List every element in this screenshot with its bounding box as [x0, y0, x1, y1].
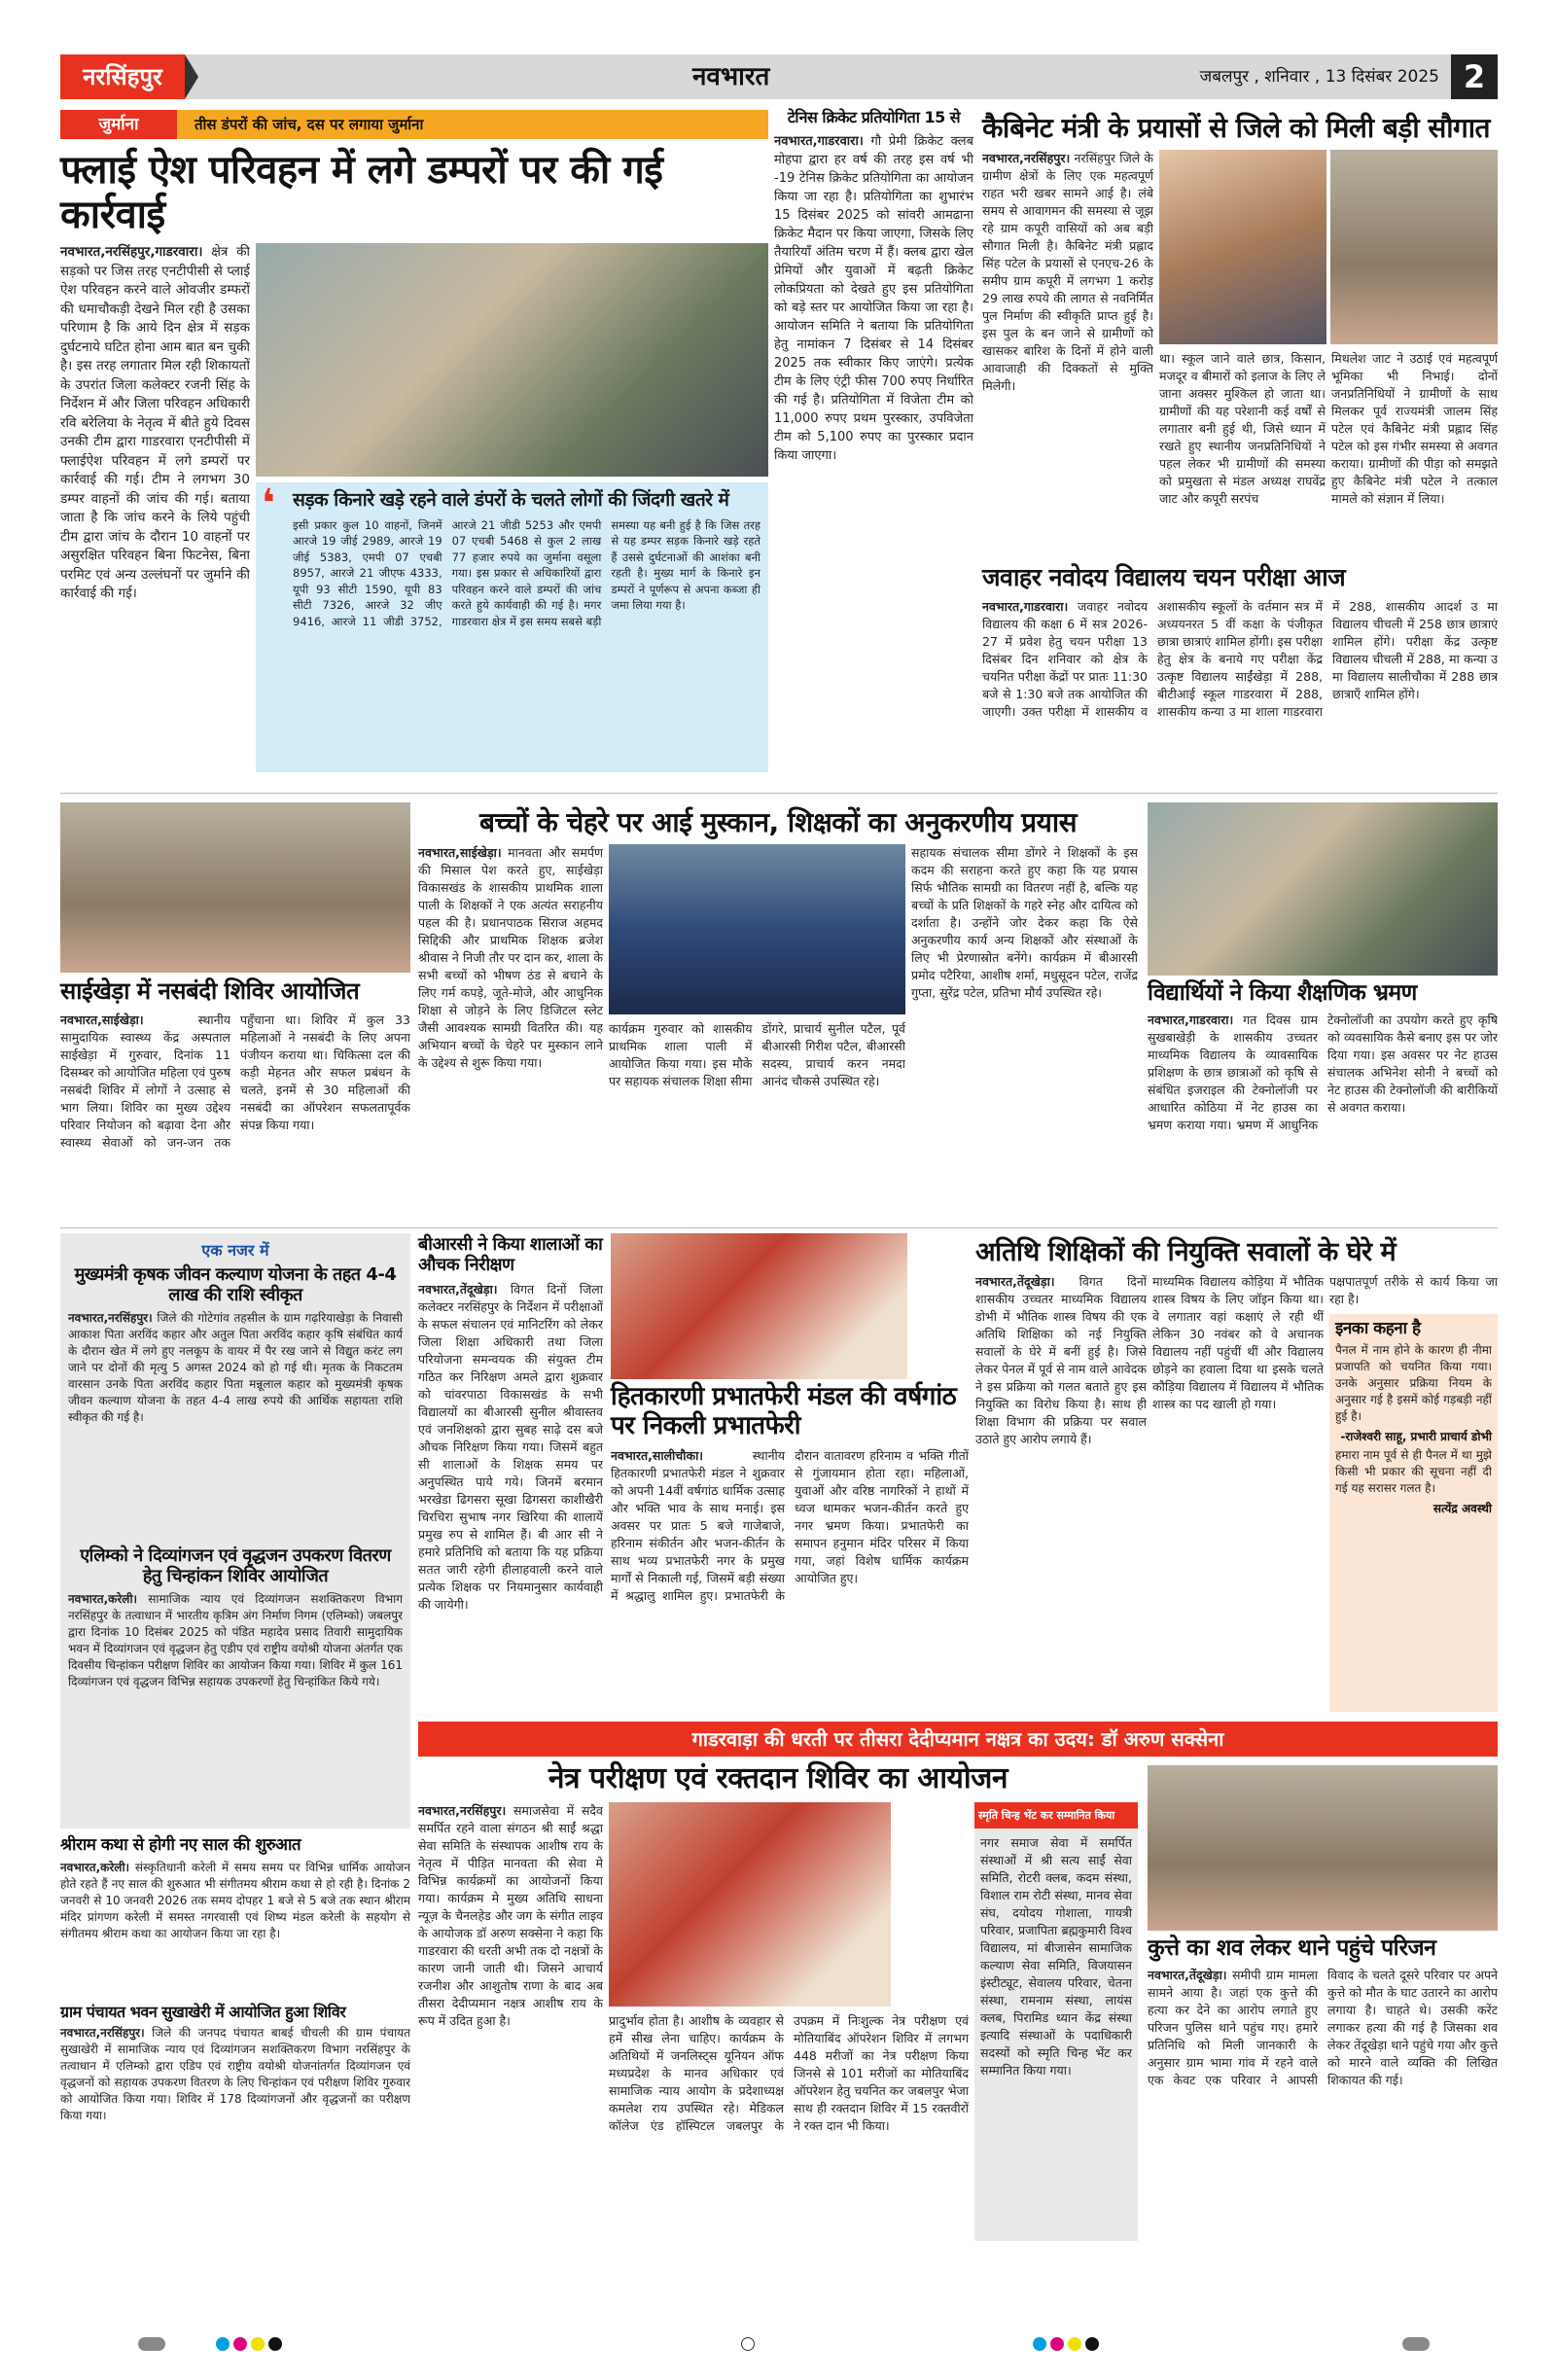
glance-body	[68, 1310, 403, 1542]
body-text: संस्कृतिधानी करेली में समय समय पर विभिन्न धार्मिक आयोजन होते रहते हैं नए साल की शुरुआत भी संगीतमय श्रीराम कथा से हो रही है। दिनांक 2 जनवरी से 10 जनवरी 2026 तक समय दोपहर 1 बजे से 5 बजे तक स्थान श्रीराम मंदिर प्रांगणग करेली में समस्त नगरवासी एवं शिष्य मंडल करेली के सहयोग से संगीतमय श्रीराम कथा का आयोजन किया जा रहा है।	[60, 1860, 410, 1940]
katha-headline: श्रीराम कथा से होगी नए साल की शुरुआत	[60, 1835, 301, 1855]
panchayat-body	[60, 2025, 410, 2241]
nasbandi-body	[60, 1012, 410, 1220]
eye-camp-story	[418, 1762, 1138, 2241]
body-text: जवाहर नवोदय विद्यालय की कक्षा 6 में सत्र 2026-27 में प्रवेश हेतु चयन परीक्षा 13 दिसंबर दिन शनिवार को क्षेत्र के चयनित परीक्षा केंद्रों पर प्रातः 11:30 बजे से 1:30 बजे तक आयोजित की जाएगी। उक्त परीक्षा में शासकीय व अशासकीय स्कूलों के वर्तमान सत्र में अध्ययनरत 5 वीं कक्षा के पंजीकृत छात्रा छात्राएं शामिल होंगी। इस परीक्षा हेतु क्षेत्र के बनाये गए परीक्षा केंद्र उत्कृष्ट विद्यालय साईंखेड़ा में 288, बीटीआई स्कूल गाडरवारा में 288, शासकीय कन्या उ मा शाला गाडरवारा में 288, शासकीय आदर्श उ मा विद्यालय चीचली में 258 छात्र छात्राएं शामिल होंगे। परीक्षा केंद्र उत्कृष्ट विद्यालय चीचली में 288, मा कन्या उ मा विद्यालय सालीचौका में 288 छात्र छात्राएँ शामिल होंगे।	[982, 598, 1498, 719]
dateline: नवभारत,करेली।	[60, 1860, 130, 1874]
eye-camp-body-2	[609, 2012, 969, 2242]
body-text: विगत दिनों शासकीय उच्चतर माध्यमिक विद्यालय डोभी में भौतिक शास्त्र विषय की एक अतिथि शिक्षिका को नई नियुक्ति सवालों के घेरे में बनीं हुई है। जिसे लेकर पेनल में पूर्व से नाम वाले आवेदक ने इस प्रक्रिया को गलत बताते हुए इस नियुक्ति का विरोध किया है। साथ ही शिक्षा विभाग की प्रक्रिया पर सवाल उठाते हुए आरोप लगाये हैं।	[975, 1274, 1147, 1447]
guest-teacher-body-3: पक्षपातपूर्ण तरीके से कार्य किया जा रहा है।	[1329, 1274, 1498, 1307]
minister-photo	[1159, 150, 1326, 344]
prabhatferi-body	[611, 1447, 969, 1712]
memento-label: स्मृति चिन्ह भेंट कर सम्मानित किया	[974, 1802, 1138, 1829]
alimco-headline: एलिम्को ने दिव्यांगजन एवं वृद्धजन उपकरण वितरण हेतु चिन्हांकन शिविर आयोजित	[80, 1545, 391, 1586]
quote-body: इसी प्रकार कुल 10 वाहनों, जिनमें आरजे 19 जीई 2989, आरजे 19 जीई 5383, एमपी 07 एचबी 8957, आरजे 21 जीएफ 4333, यूपी 93 सीटी 1590, यूपी 83 सीटी 7326, आरजे 32 जीए 9416, आरजे 11 जीडी 3752, आरजे 21 जीडी 5253 और एमपी 07 एचबी 5468 से कुल 2 लाख 77 हजार रुपये का जुर्माना वसूला गया। इस प्रकार से अधिकारियों द्वारा परिवहन करने वाले डम्परों की जांच करते हुये कार्यवाही की गई है। मगर गाडरवारा क्षेत्र में इस समय सबसे बड़ी समस्या यह बनी हुई है कि जिस तरह से यह डम्पर सड़क किनारे खड़े रहते हैं उससे दुर्घटनाओं की आशंका बनी रहती है। मुख्य मार्ग के किनारे इन डम्परों ने पूर्णरूप से अपना कब्जा ही जमा लिया गया है।	[293, 517, 760, 628]
lead-headline: फ्लाई ऐश परिवहन में लगे डम्परों पर की गई कार्रवाई	[60, 148, 663, 237]
sub-kicker: तीस डंपरों की जांच, दस पर लगाया जुर्माना	[177, 110, 768, 139]
cabinet-body-3: मिथलेश जाट ने उठाई एवं महत्वपूर्ण भूमिका भी निभाई। दोनों जनप्रतिनिधियों ने ग्रामीणों के साथ मिलकर पूर्व राज्यमंत्री जालम सिंह पटेल एवं कैबिनेट मंत्री प्रह्लाद सिंह पटेल को इस गंभीर समस्या से अवगत कराया। ग्रामीणों की पीड़ा को समझते हुए कैबिनेट मंत्री पटेल ने तत्काल मामले को संज्ञान में लिया।	[1331, 351, 1498, 507]
body-text: जिले की गोटेगांव तहसील के ग्राम गढ़रियाखेड़ा के निवासी आकाश पिता अरविंद कहार और अतुल पिता अरविंद कहार कृषि संबंधित कार्य के दौरान खेत में लगे हुए नलकूप के वायर में पैर रख जाने से विद्युत करंट लग जाने पर दोनों की मृत्यु 5 अगस्त 2024 को हो गई थी। मृतक के निकटतम वारसान उनके पिता अरविंद कहार पिता मन्नूलाल कहार को मुख्यमंत्री कृषक जीवन कल्याण योजना के तहत 4-4 लाख रुपये की आर्थिक सहायता राशि स्वीकृत की गई है।	[68, 1311, 403, 1425]
body-text: स्थानीय सामुदायिक स्वास्थ्य केंद्र अस्पताल साईखेड़ा में गुरुवार, दिनांक 11 दिसम्बर को आयोजित महिला एवं पुरुष नसबंदी शिविर में लोगों ने उत्साह से भाग लिया। शिविर का मुख्य उद्देश्य परिवार नियोजन को बढ़ावा देना और स्वास्थ्य सेवाओं को जन-जन तक पहुँचाना था। शिविर में कुल 33 महिलाओं ने नसबंदी के लिए अपना पंजीयन कराया था। चिकित्सा दल की कड़ी मेहनत और सफल प्रबंधन के चलते, इनमें से 30 महिलाओं की नसबंदी का ऑपरेशन सफलतापूर्वक संपन्न किया गया।	[60, 1012, 410, 1150]
body-text: विगत दिनों जिला कलेक्टर नरसिंहपुर के निर्देशन में परीक्षाओं के सफल संचालन एवं मानिटरिंग को लेकर जिला शिक्षा अधिकारी तथा जिला परियोजना समन्वयक की संयुक्त टीम गठित कर निरिक्षण अमले द्वारा शुक्रवार को चांवरपाठा विकासखंड के सभी विद्यालयों का बीआरसी सुनील श्रीवास्तव एवं जनशिक्षको द्वारा सुबह साढ़े दस बजे औचक निरिक्षण किया गया। जिसमें बहुत सी शालाओं के शिक्षक समय पर अनुपस्थित पाये गये। जिनमें बरमान भरखेडा ढिगसरा सूखा ढिगसरा काशीखैरी चिरचिरा सुभाष नगर खिरिया की शालायें प्रमुख रुप से शामिल हैं। बी आर सी ने हमारे प्रतिनिधि को बताया कि यह प्रक्रिया सतत जारी रहेगी हीलाहवाली करने वाले प्रत्येक शिक्षक पर नियमानुसार कार्यवाही की जायेगी।	[418, 1282, 603, 1613]
navodaya-headline: जवाहर नवोदय विद्यालय चयन परीक्षा आज	[982, 563, 1346, 591]
dateline: नवभारत,सालीचौका।	[611, 1447, 704, 1463]
tennis-story	[774, 109, 973, 780]
dateline: नवभारत,साईखेड़ा।	[60, 1012, 144, 1027]
eye-camp-headline: नेत्र परीक्षण एवं रक्तदान शिविर का आयोजन	[548, 1761, 1008, 1795]
navodaya-body	[982, 598, 1498, 784]
award-ceremony-photo	[609, 1802, 891, 2007]
children-group-photo	[609, 844, 905, 1014]
students-headline: विद्यार्थियों ने किया शैक्षणिक भ्रमण	[1148, 980, 1417, 1006]
children-body	[418, 844, 603, 1220]
children-body-3: सहायक संचालक सीमा डोंगरे ने शिक्षकों के इस कदम की सराहना करते हुए कहा कि यह प्रयास सिर्फ भौतिक सामग्री का वितरण नहीं है, बल्कि यह बच्चों के प्रति शिक्षकों के गहरे स्नेह और दायित्व को दर्शाता है। उन्होंने जोर देकर कहा कि ऐसे अनुकरणीय कार्य अन्य शिक्षकों और संस्थाओं के लिए भी प्रेरणास्रोत बनेंगे। कार्यक्रम में बीआरसी प्रमोद पटैरिया, आशीष शर्मा, मधुसूदन पटेल, राजेंद्र गुप्ता, सुरेंद्र पटेल, प्रतिभा मौर्य उपस्थित रहे।	[911, 845, 1138, 1001]
prabhatferi-story	[611, 1383, 969, 1712]
dumper-inspection-photo	[256, 243, 768, 477]
nasbandi-story	[60, 978, 410, 1220]
brc-headline: बीआरसी ने किया शालाओं का औचक निरीक्षण	[418, 1234, 603, 1275]
edition-date: जबलपुर , शनिवार , 13 दिसंबर 2025	[1199, 67, 1439, 87]
dateline: नवभारत,गाडरवारा।	[982, 598, 1069, 614]
body-text: जिले की जनपद पंचायत बाबई चीचली की ग्राम पंचायत सुखाखेरी में सामाजिक न्याय एवं दिव्यांगजन सशक्तिकरण विभाग नरसिंहपुर के तत्वाधान में एलिम्को द्वारा एडिप एवं राष्ट्रीय वयोश्री योजनांतर्गत दिव्यांगजन एवं वृद्धजनों को सहायक उपकरण वितरण के लिए चिन्हांकन एवं परीक्षण शिविर गुरुवार को आयोजित किया गया। शिविर में 178 दिव्यांगजनों और वृद्धजनों का परीक्षण किया गया।	[60, 2026, 410, 2123]
banner-strip: गाडरवाड़ा की धरती पर तीसरा देदीप्यमान नक्षत्र का उदय: डॉ अरुण सक्सेना	[418, 1722, 1498, 1757]
katha-story	[60, 1836, 410, 1998]
cabinet-body-2: था। स्कूल जाने वाले छात्र, किसान, मजदूर व बीमारों को इलाज के लिए ले जाना अक्सर मुश्किल हो जाता था। ग्रामीणों की यह परेशानी कई वर्षों से लगातार बनी हुई थी, जिसे ध्यान में रखते हुए स्थानीय जनप्रतिनिधियों ने पहल लेकर भी ग्रामीणों की समस्या को प्रमुखता से मंडल अध्यक्ष राघवेंद्र जाट और कपूरी सरपंच	[1159, 351, 1326, 507]
tennis-body	[774, 132, 973, 780]
opinion-title: इनका कहना है	[1335, 1319, 1421, 1339]
dateline: नवभारत,साईखेड़ा।	[418, 845, 502, 861]
students-group-photo	[1148, 802, 1498, 976]
lead-body	[60, 243, 250, 772]
official-photo	[1330, 150, 1498, 344]
dateline: नवभारत,नरसिंहपुर,गाडरवारा।	[60, 244, 203, 260]
dateline: नवभारत,तेंदूखेड़ा।	[418, 1282, 498, 1297]
quote-mark-icon: ❛	[262, 482, 275, 526]
dateline: नवभारत,करेली।	[68, 1592, 138, 1607]
brc-story	[418, 1235, 603, 1712]
body-text: मेडिकल कॉलेज एंड हॉस्पिटल जबलपुर के उपक्रम में निःशुल्क नेत्र परीक्षण एवं मोतियाबिंद ऑपरेशन शिविर में लगभग 448 मरीजों का नेत्र परीक्षण किया जिनसे से 101 मरीजों का मोतियाबिंद ऑपरेशन हेतु चयनित कर जबलपुर भेजा साथ ही रक्तदान शिविर में 15 रक्तवीरों ने रक्त दान भी किया।	[609, 2012, 969, 2133]
body-text: मानवता और समर्पण की मिसाल पेश करते हुए, साईखेड़ा विकासखंड के शासकीय प्राथमिक शाला पाली के शिक्षकों ने एक अत्यंत सराहनीय पहल की है। प्रधानपाठक सिराज अहमद सिद्दिकी और प्राथमिक शिक्षक ब्रजेश श्रीवास ने निजी तौर पर दान कर, शाला के सभी बच्चों को भीषण ठंड से बचाने के लिए गर्म कपड़े, जूते-मोजे, और आधुनिक शिक्षा से जोड़ने के लिए डिजिटल स्लेट जैसी आवश्यक सामग्री वितरित की। यह अभियान बच्चों के चेहरे पर मुस्कान लाने के उद्देश्य से शुरू किया गया।	[418, 845, 603, 1071]
navodaya-story	[982, 564, 1498, 784]
body-text: समाजसेवा में सदैव समर्पित रहने वाला संगठन श्री साईं श्रद्धा सेवा समिति के संस्थापक आशीष राय के नेतृत्व में पीड़ित मानवता की सेवा मे विभिन्न कार्यक्रमों का आयोजनों किया गया। कार्यक्रम मे मुख्य अतिथि साधना न्यूज़ के चैनलहेड और जग के संगीत लाइव के आयोजक डॉ अरुण सक्सेना ने कहा कि गाडरवारा की धरती अभी तक दो नक्षत्रों के कारण जानी जाती थी। जिसने आचार्य रजनीश और आशुतोष राणा के बाद अब तीसरा देदीप्यमान नक्षत्र आशीष राय के रूप में उदित हुआ है।	[418, 1802, 603, 2028]
body-text: समीपी ग्राम मामला सामने आया है। जहां एक कुत्ते की हत्या कर देने का आरोप लगाते हुए परिजन पुलिस थाने पहुंच गए। हमारे प्रतिनिधि को मिली जानकारी के अनुसार ग्राम भामा गांव में रहने वाले एक केवट एक परिवार ने आपसी विवाद के चलते दूसरे परिवार पर अपने कुत्ते को मौत के घाट उतारने का आरोप लगाया है। चाहते थे। उसकी करेंट लगाकर हत्या की गई है जिसका शव लेकर तेंदूखेड़ा थाने पहुंचे गया और कुत्ते को मारने वाले व्यक्ति की लिखित शिकायत की गई।	[1148, 1968, 1498, 2088]
nasbandi-headline: साईखेड़ा में नसबंदी शिविर आयोजित	[60, 977, 360, 1005]
lead-story	[60, 148, 768, 772]
print-registration-marks	[60, 2329, 1498, 2359]
tennis-headline: टेनिस क्रिकेट प्रतियोगिता 15 से	[787, 108, 961, 126]
quote-headline: सड़क किनारे खड़े रहने वाले डंपरों के चलते लोगों की जिंदगी खतरे में	[293, 489, 729, 511]
dog-body	[1148, 1967, 1498, 2241]
dateline: नवभारत,नरसिंहपुर।	[68, 1311, 153, 1326]
dateline: नवभारत,तेंदूखेड़ा।	[1148, 1968, 1227, 1983]
children-body-2: कार्यक्रम गुरुवार को शासकीय प्राथमिक शाला पाली में आयोजित किया गया। इस मौके पर सहायक संचालक शिक्षा सीमा डोंगरे, प्राचार्य सुनील पटैल, पूर्व बीआरसी गिरीश पटैल, बीआरसी सदस्य, प्राचार्य करन नमदा आनंद चौकसे उपस्थित रहे।	[609, 1021, 905, 1089]
body-text: क्षेत्र की सड़को पर जिस तरह एनटीपीसी से प्लाई ऐश परिवहन करने वाले ओवजीर डम्फरों की धमाचौकड़ी देखने मिल रही है उसका परिणाम है कि आये दिन क्षेत्र में सड़क दुर्घटनाये घटित होना आम बात बन चुकी है। इस तरह लगातार मिल रही शिकायतों के उपरांत जिला कलेक्टर रजनी सिंह के निर्देशन में और जिला परिवहन अधिकारी रवि बरेलिया के नेतृत्व में बीते हुये दिवस उनकी टीम द्वारा गाडरवारा एनटीपीसी में फ्लाईऐश परिवहन में लगे डम्परों पर कार्रवाई की गई। टीम ने लगभग 30 डम्पर वाहनों की जांच की गई। बताया जाता है कि जांच करने के लिये पहुंची टीम द्वारा जांच के दौरान 10 वाहनों पर असुरक्षित परिवहन बिना फिटनेस, बिना परमिट एवं अन्य उल्लंघनों पर जुर्माने की कार्रवाई की गई।	[60, 244, 250, 601]
panchayat-headline: ग्राम पंचायत भवन सुखाखेरी में आयोजित हुआ शिविर	[60, 2003, 346, 2021]
opinion-body: पैनल में नाम होने के कारण ही नीमा प्रजापति को चयनित किया गया। उनके अनुसार प्रक्रिया नियम के अनुसार गई है इसमें कोई गड़बड़ी नहीं हुई है।	[1335, 1342, 1492, 1423]
students-body	[1148, 1012, 1498, 1220]
lead-quote-box	[256, 482, 768, 772]
dateline: नवभारत,नरसिंहपुर।	[982, 151, 1071, 166]
prabhatferi-headline: हितकारणी प्रभातफेरी मंडल की वर्षगांठ पर निकली प्रभातफेरी	[611, 1382, 957, 1440]
panchayat-story	[60, 2004, 410, 2241]
kicker-label: जुर्माना	[60, 110, 177, 139]
page-number: 2	[1451, 54, 1498, 99]
body-text: सामाजिक न्याय एवं दिव्यांगजन सशक्तिकरण विभाग नरसिंहपुर के तत्वाधान में भारतीय कृत्रिम अंग निर्माण निगम (एलिम्को) जबलपुर द्वारा दिनांक 10 दिसंबर 2025 को पंडित महादेव प्रसाद तिवारी सामुदायिक भवन में दिव्यांगजन एवं वृद्धजन हेतु एडीप एवं राष्ट्रीय वयोश्री योजना अंतर्गत एक दिवसीय चिन्हांकन परीक्षण शिविर का आयोजन किया गया। शिविर में कुल 161 दिव्यांगजन एवं वृद्धजन विभिन्न सहायक उपकरणों हेतु चिन्हांकित किये गये।	[68, 1592, 403, 1689]
masthead: नवभारत	[692, 62, 770, 91]
family-dog-photo	[1148, 1765, 1498, 1931]
glance-label: एक नजर में	[201, 1241, 269, 1260]
page-header	[60, 54, 1498, 99]
divider	[60, 1227, 1498, 1228]
body-text: स्थानीय हितकारणी प्रभातफेरी मंडल ने शुक्रवार को अपनी 14वीं वर्षगांठ धार्मिक उत्साह और भक्ति भाव के साथ मनाई। इस अवसर पर प्रातः 5 बजे गाजेबाजे, हरिनाम संकीर्तन और भजन-कीर्तन के साथ भव्य प्रभातफेरी नगर के प्रमुख मार्गों से निकाली गई, जिसमें बड़ी संख्या में श्रद्धालु शामिल हुए। प्रभातफेरी के दौरान वातावरण हरिनाम व भक्ति गीतों से गुंजायमान होता रहा। महिलाओं, युवाओं और वरिष्ठ नागरिकों ने हाथों में ध्वज थामकर भजन-कीर्तन करते हुए नगर भ्रमण किया। प्रभातफेरी का समापन हनुमान मंदिर परिसर में किया गया, जहां विशेष धार्मिक कार्यक्रम आयोजित हुए।	[611, 1447, 969, 1603]
opinion-body-2: हमारा नाम पूर्व से ही पैनल में था मुझे किसी भी प्रकार की सूचना नहीं दी गई यह सरासर गलत है।	[1335, 1447, 1492, 1495]
section-name: नरसिंहपुर	[60, 54, 185, 99]
cabinet-body	[982, 150, 1153, 556]
dog-story	[1148, 1936, 1498, 2241]
body-text: गौ प्रेमी क्रिकेट क्लब मोहपा द्वारा हर वर्ष की तरह इस वर्ष भी -19 टेनिस क्रिकेट प्रतियोगिता का आयोजन किया जा रहा है। प्रतियोगिता का शुभारंभ 15 दिसंबर 2025 को सांवरी आमढाना क्रिकेट मैदान पर किया जाएगा, जिसके लिए तैयारियाँ अंतिम चरण में हैं। क्लब द्वारा खेल प्रेमियों और युवाओं में बढ़ती क्रिकेट लोकप्रियता को देखते हुए इस प्रतियोगिता को बड़े स्तर पर आयोजित किया जा रहा है। आयोजन समिति ने बताया कि प्रतियोगिता हेतु नामांकन 7 दिसंबर से 14 दिसंबर 2025 तक स्वीकार किए जाएंगे। प्रत्येक टीम के लिए एंट्री फीस 700 रुपए निर्धारित की गई है। प्रतियोगिता में विजेता टीम को 11,000 रुपए प्रथम पुरस्कार, उपविजेता टीम को 5,100 रुपए का पुरस्कार प्रदान किया जाएगा।	[774, 134, 973, 464]
guest-teacher-body	[975, 1273, 1147, 1712]
guest-teacher-story	[975, 1237, 1498, 1712]
body-text: प्रादुर्भाव होता है। आशीष के व्यवहार से हमें सीख लेना चाहिए। कार्यक्रम के अतिथियों में जनलिस्ट्स यूनियन ऑफ मध्यप्रदेश के मानव अधिकार एवं सामाजिक न्याय आयोग के प्रदेशाध्यक्ष कमलेश राय उपस्थित रहे।	[609, 2012, 784, 2115]
katha-body	[60, 1860, 410, 1998]
children-headline: बच्चों के चेहरे पर आई मुस्कान, शिक्षकों का अनुकरणीय प्रयास	[478, 806, 1078, 838]
memento-box	[974, 1802, 1138, 2242]
dateline: नवभारत,गाडरवारा।	[774, 134, 864, 150]
brc-body	[418, 1281, 603, 1712]
dateline: नवभारत,नरसिंहपुर।	[60, 2026, 145, 2041]
cabinet-story	[982, 113, 1498, 556]
at-a-glance-box	[60, 1233, 410, 1829]
eye-camp-body	[418, 1802, 603, 2242]
prabhatferi-photo	[611, 1233, 907, 1379]
opinion-author-2: सत्येंद्र अवस्थी	[1432, 1501, 1492, 1515]
guest-teacher-body-2: माध्यमिक विद्यालय कोड़िया में भौतिक शास्त्र विषय के लिए जॉइन किया था। वे लगातार वहां कक्षाएं ले रही थीं लेकिन 30 नवंबर को वे अचानक विद्यालय नहीं पहुंचीं थीं और विद्यालय छोड़ने का हवाला दिया था इसके चलते कौड़िया विद्यालय में विद्यालय में भौतिक शास्त्र का पद खाली हो गया।	[1152, 1274, 1324, 1412]
divider	[60, 793, 1498, 794]
dateline: नवभारत,गाडरवारा।	[1148, 1012, 1234, 1028]
nasbandi-camp-photo	[60, 802, 410, 973]
cabinet-headline: कैबिनेट मंत्री के प्रयासों से जिले को मिली बड़ी सौगात	[982, 112, 1490, 144]
dog-headline: कुत्ते का शव लेकर थाने पहुंचे परिजन	[1148, 1936, 1436, 1961]
opinion-author: -राजेश्वरी साहू, प्रभारी प्राचार्य डोभी	[1340, 1429, 1492, 1443]
alimco-body	[68, 1591, 403, 1823]
memento-body: नगर समाज सेवा में समर्पित संस्थाओं में श्री सत्य साईं सेवा समिति, रोटरी क्लब, कदम संस्था, विशाल राम रोटी संस्था, मानव सेवा संघ, दयोदय गोशाला, गायत्री परिवार, प्रजापिता ब्रह्मकुमारी विश्व विद्यालय, मां बीजासेन सामाजिक कल्याण सेवा समिति, विजयासन इंस्टीट्यूट, सेवालय परिवार, चेतना संस्था, रामनाम संस्था, लायंस क्लब, पिरामिड ध्यान केंद्र संस्था इत्यादि संस्थाओं के पदाधिकारी सदस्यों को स्मृति चिन्ह भेंट कर सम्मानित किया गया।	[980, 1834, 1132, 2078]
students-story	[1148, 980, 1498, 1220]
body-text: नरसिंहपुर जिले के ग्रामीण क्षेत्रों के लिए एक महत्वपूर्ण राहत भरी खबर सामने आई है। लंबे समय से आवागमन की समस्या से जूझ रहे ग्राम कपूरी वासियों को अब बड़ी सौगात मिली है। कैबिनेट मंत्री प्रह्लाद सिंह पटेल के प्रयासों से एनएच-26 के समीप ग्राम कपूरी में लगभग 1 करोड़ 29 लाख रुपये की लागत से नवनिर्मित पुल निर्माण की स्वीकृति प्राप्त हुई है। इस पुल के बन जाने से ग्रामीणों को खासकर बारिश के दिनों में होने वाली आवाजाही की दिक्कतों से मुक्ति मिलेगी।	[982, 151, 1153, 394]
glance-headline: मुख्यमंत्री कृषक जीवन कल्याण योजना के तहत 4-4 लाख की राशि स्वीकृत	[74, 1264, 397, 1305]
dateline: नवभारत,तेंदूखेड़ा।	[975, 1274, 1055, 1290]
guest-teacher-headline: अतिथि शिक्षिकों की नियुक्ति सवालों के घेरे में	[975, 1237, 1397, 1267]
opinion-box	[1329, 1314, 1498, 1712]
children-story	[418, 807, 1138, 1220]
body-text: गत दिवस ग्राम सुखबाखेड़ी के शासकीय उच्चतर माध्यमिक विद्यालय के व्यावसायिक प्रशिक्षण के छात्र छात्राओं को कृषि से संबंधित इजराइल की टेक्नोलॉजी पर आधारित कोठिया में नेट हाउस का भ्रमण कराया गया। भ्रमण में आधुनिक टेक्नोलॉजी का उपयोग करते हुए कृषि को व्यवसायिक कैसे बनाए इस पर जोर दिया गया। इस अवसर पर नेट हाउस संचालक अभिनेश सोनी ने बच्चों को नेट हाउस की टेक्नोलॉजी की बारीकियों से अवगत कराया।	[1148, 1012, 1498, 1133]
dateline: नवभारत,नरसिंहपुर।	[418, 1802, 507, 1818]
